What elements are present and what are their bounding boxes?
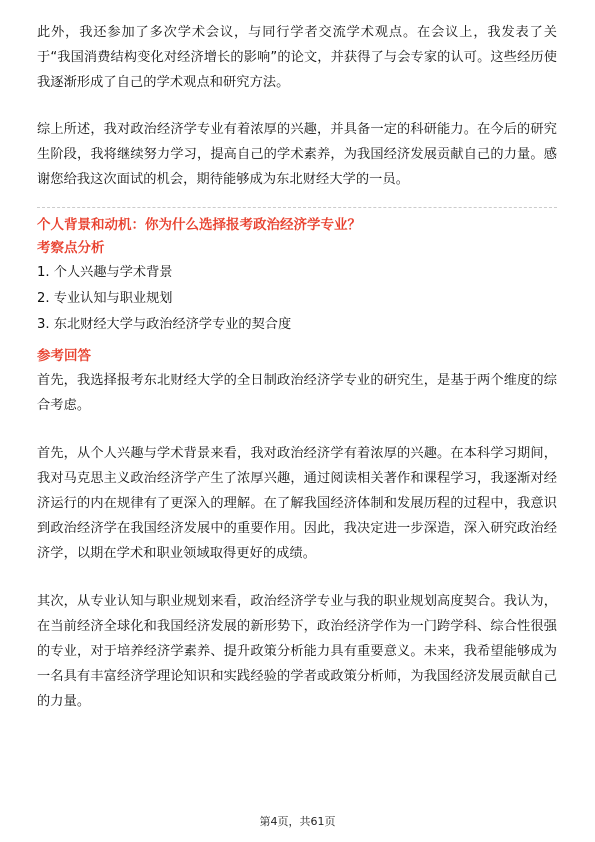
analysis-item: 1. 个人兴趣与学术背景 [37,265,173,280]
answer-paragraph-2: 首先，从个人兴趣与学术背景来看，我对政治经济学有着浓厚的兴趣。在本科学习期间，我对马克思主义政治经济学产生了浓厚兴趣，通过阅读相关著作和课程学习，我逐渐对经济运行的内在规律有了更深入的理解。在了解我国经济体制和发展历程的过程中，我意识到政治经济学在我国经济发展中的重要作用。因此，我决定进一步深造，深入研究政治经济学，以期在学术和职业领域取得更好的成绩。 [37,446,557,561]
answer-paragraph-3: 其次，从专业认知与职业规划来看，政治经济学专业与我的职业规划高度契合。我认为，在当前经济全球化和我国经济发展的新形势下，政治经济学作为一门跨学科、综合性很强的专业，对于培养经济学素养、提升政策分析能力具有重要意义。未来，我希望能够成为一名具有丰富经济学理论知识和实践经验的学者或政策分析师，为我国经济发展贡献自己的力量。 [37,594,557,709]
intro-paragraph-2: 综上所述，我对政治经济学专业有着浓厚的兴趣，并具备一定的科研能力。在今后的研究生阶段，我将继续努力学习，提高自己的学术素养，为我国经济发展贡献自己的力量。感谢您给我这次面试的机会，期待能够成为东北财经大学的一员。 [37,122,557,187]
analysis-heading: 考察点分析 [37,240,105,256]
answer-heading: 参考回答 [37,348,91,364]
answer-paragraph-1: 首先，我选择报考东北财经大学的全日制政治经济学专业的研究生，是基于两个维度的综合考虑。 [37,373,557,413]
analysis-item: 3. 东北财经大学与政治经济学专业的契合度 [37,317,292,332]
intro-paragraph-1: 此外，我还参加了多次学术会议，与同行学者交流学术观点。在会议上，我发表了关于“我国消费结构变化对经济增长的影响”的论文，并获得了与会专家的认可。这些经历使我逐渐形成了自己的学术观点和研究方法。 [37,25,557,90]
question-heading: 个人背景和动机：你为什么选择报考政治经济学专业？ [37,217,361,233]
analysis-item: 2. 专业认知与职业规划 [37,291,173,306]
section-divider [37,207,557,208]
page-content [37,20,557,714]
page-footer: 第4页，共61页 [259,815,336,828]
